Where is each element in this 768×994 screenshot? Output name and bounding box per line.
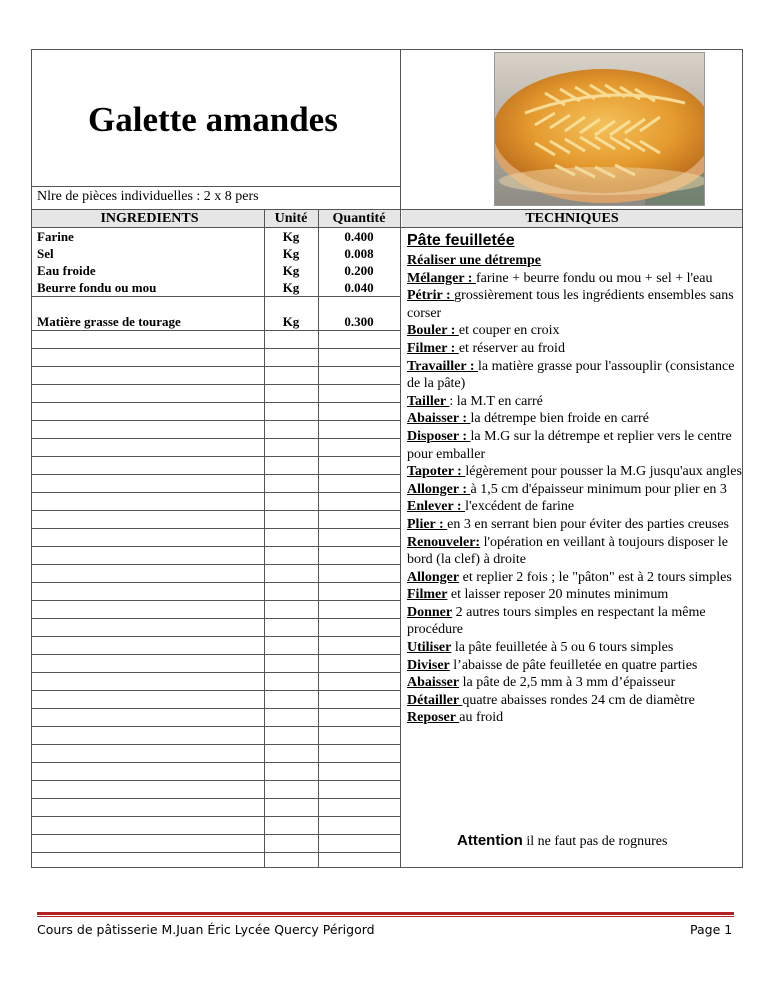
techniques-section — [407, 230, 742, 727]
table-row-line — [31, 510, 401, 511]
technique-step — [407, 498, 742, 516]
table-row-line — [31, 636, 401, 637]
step-key: Filmer : — [407, 340, 459, 356]
step-key: Renouveler: — [407, 534, 481, 550]
title-separator — [31, 186, 401, 187]
technique-step — [407, 428, 742, 463]
table-row-line — [31, 438, 401, 439]
table-row-line — [31, 600, 401, 601]
qty-col-line — [318, 209, 319, 868]
step-key: Détailler — [407, 692, 463, 708]
step-key: Disposer : — [407, 428, 471, 444]
section-title: Pâte feuilletée — [407, 232, 515, 249]
quantity-header: Quantité — [332, 211, 386, 226]
unit-col-line — [264, 209, 265, 868]
techniques-header: TECHNIQUES — [525, 211, 619, 226]
step-text: et réserver au froid — [458, 340, 565, 356]
footer-course: Cours de pâtisserie M.Juan Éric Lycée Quercy Périgord — [37, 922, 375, 937]
table-row-line — [31, 618, 401, 619]
step-text: en 3 en serrant bien pour éviter des parties creuses — [447, 516, 730, 532]
ingredient-name: Eau froide — [37, 263, 96, 278]
ingredient-unit: Kg — [282, 229, 300, 244]
technique-step — [407, 639, 742, 657]
step-text: et replier 2 fois ; le "pâton" est à 2 tours simples — [459, 569, 732, 585]
table-row-line — [31, 654, 401, 655]
technique-step — [407, 322, 742, 340]
ingredients-header: INGREDIENTS — [100, 211, 199, 226]
table-row-line — [31, 852, 401, 853]
attention-key: Attention — [457, 832, 523, 849]
technique-step — [407, 481, 742, 499]
step-key: Plier : — [407, 516, 448, 532]
footer-rule-thin — [37, 916, 734, 917]
technique-step — [407, 657, 742, 675]
step-text: et laisser reposer 20 minutes minimum — [447, 587, 669, 603]
portions-text: Nlre de pièces individuelles : 2 x 8 pers — [37, 189, 259, 204]
step-text: l'excédent de farine — [465, 499, 575, 515]
ingredient-unit: Kg — [282, 280, 300, 295]
step-key: Utiliser — [407, 640, 452, 656]
step-key: Allonger — [407, 569, 460, 585]
column-divider — [400, 49, 401, 868]
step-text: 2 autres tours simples en respectant la même procédure — [407, 604, 706, 638]
step-text: et couper en croix — [458, 323, 560, 339]
step-text: la matière grasse pour l'assouplir (consistance de la pâte) — [407, 358, 735, 392]
step-text: quatre abaisses rondes 24 cm de diamètre — [462, 692, 695, 708]
step-text: la détrempe bien froide en carré — [470, 411, 649, 427]
table-row-line — [31, 726, 401, 727]
step-key: Donner — [407, 604, 453, 620]
step-key: Tapoter : — [407, 464, 466, 480]
step-text: à 1,5 cm d'épaisseur minimum pour plier en 3 — [470, 481, 727, 497]
technique-step — [407, 534, 742, 569]
step-key: Reposer — [407, 710, 460, 726]
step-key: Allonger : — [407, 481, 471, 497]
technique-step — [407, 410, 742, 428]
step-key: Mélanger : — [407, 270, 476, 286]
technique-step — [407, 674, 742, 692]
page-title: Galette amandes — [88, 100, 338, 139]
table-row-line — [31, 348, 401, 349]
ingredient-name: Farine — [37, 229, 74, 244]
step-text: : la M.T en carré — [449, 393, 543, 409]
ingredient-qty: 0.400 — [344, 229, 374, 244]
table-row-line — [31, 780, 401, 781]
ingredient-qty: 0.008 — [344, 246, 374, 261]
table-row-line — [31, 564, 401, 565]
step-key: Abaisser : — [407, 411, 471, 427]
galette-photo — [494, 52, 705, 206]
step-text: la M.G sur la détrempe et replier vers le centre pour emballer — [407, 428, 732, 462]
ingredient-unit: Kg — [282, 263, 300, 278]
step-key: Réaliser une détrempe — [407, 253, 542, 268]
attention-note — [457, 832, 667, 850]
ingredient-name: Matière grasse de tourage — [37, 314, 181, 329]
table-row-line — [31, 816, 401, 817]
step-text: la pâte de 2,5 mm à 3 mm d’épaisseur — [459, 675, 676, 691]
technique-step — [407, 287, 742, 322]
technique-step — [407, 358, 742, 393]
technique-steps — [407, 252, 742, 727]
table-row-line — [31, 546, 401, 547]
attention-text: il ne faut pas de rognures — [522, 834, 668, 849]
ingredient-unit: Kg — [282, 246, 300, 261]
ingredient-qty: 0.040 — [344, 280, 374, 295]
step-text: légèrement pour pousser la M.G jusqu'aux angles — [465, 464, 742, 480]
table-row-line — [31, 690, 401, 691]
step-key: Tailler — [407, 393, 450, 409]
table-row-line — [31, 402, 401, 403]
ingredient-name: Sel — [37, 246, 54, 261]
technique-step — [407, 709, 742, 727]
technique-step — [407, 270, 742, 288]
table-row-line — [31, 798, 401, 799]
page-number: Page 1 — [690, 922, 733, 937]
step-key: Bouler : — [407, 323, 459, 339]
table-row-line — [31, 296, 401, 297]
table-row-line — [31, 528, 401, 529]
ingredient-name: Beurre fondu ou mou — [37, 280, 157, 295]
technique-step — [407, 340, 742, 358]
technique-step — [407, 516, 742, 534]
step-key: Enlever : — [407, 499, 466, 515]
step-key: Abaisser — [407, 675, 460, 691]
ingredient-unit: Kg — [282, 314, 300, 329]
table-row-line — [31, 420, 401, 421]
table-row-line — [31, 834, 401, 835]
ingredient-qty: 0.300 — [344, 314, 374, 329]
technique-step — [407, 463, 742, 481]
footer-rule-thick — [37, 912, 734, 915]
step-key: Pétrir : — [407, 288, 455, 304]
table-row-line — [31, 474, 401, 475]
table-row-line — [31, 708, 401, 709]
step-text: l’abaisse de pâte feuilletée en quatre parties — [449, 657, 698, 673]
step-text: la pâte feuilletée à 5 ou 6 tours simples — [451, 640, 674, 656]
step-text: grossièrement tous les ingrédients ensembles sans corser — [407, 288, 734, 321]
technique-step — [407, 569, 742, 587]
technique-step — [407, 252, 742, 270]
ingredient-qty: 0.200 — [344, 263, 374, 278]
step-text: farine + beurre fondu ou mou + sel + l'eau — [475, 270, 713, 286]
table-row-line — [31, 492, 401, 493]
technique-step — [407, 692, 742, 710]
technique-step — [407, 604, 742, 639]
technique-step — [407, 586, 742, 604]
step-text: l'opération en veillant à toujours disposer le bord (la clef) à droite — [407, 534, 728, 568]
table-row-line — [31, 330, 401, 331]
table-row-line — [31, 384, 401, 385]
table-row-line — [31, 762, 401, 763]
table-row-line — [31, 672, 401, 673]
step-key: Filmer — [407, 587, 448, 603]
step-key: Diviser — [407, 657, 450, 673]
table-row-line — [31, 744, 401, 745]
step-text: au froid — [459, 710, 504, 726]
technique-step — [407, 393, 742, 411]
table-row-line — [31, 366, 401, 367]
table-row-line — [31, 582, 401, 583]
unit-header: Unité — [274, 211, 308, 226]
step-key: Travailler : — [407, 358, 479, 374]
table-row-line — [31, 456, 401, 457]
